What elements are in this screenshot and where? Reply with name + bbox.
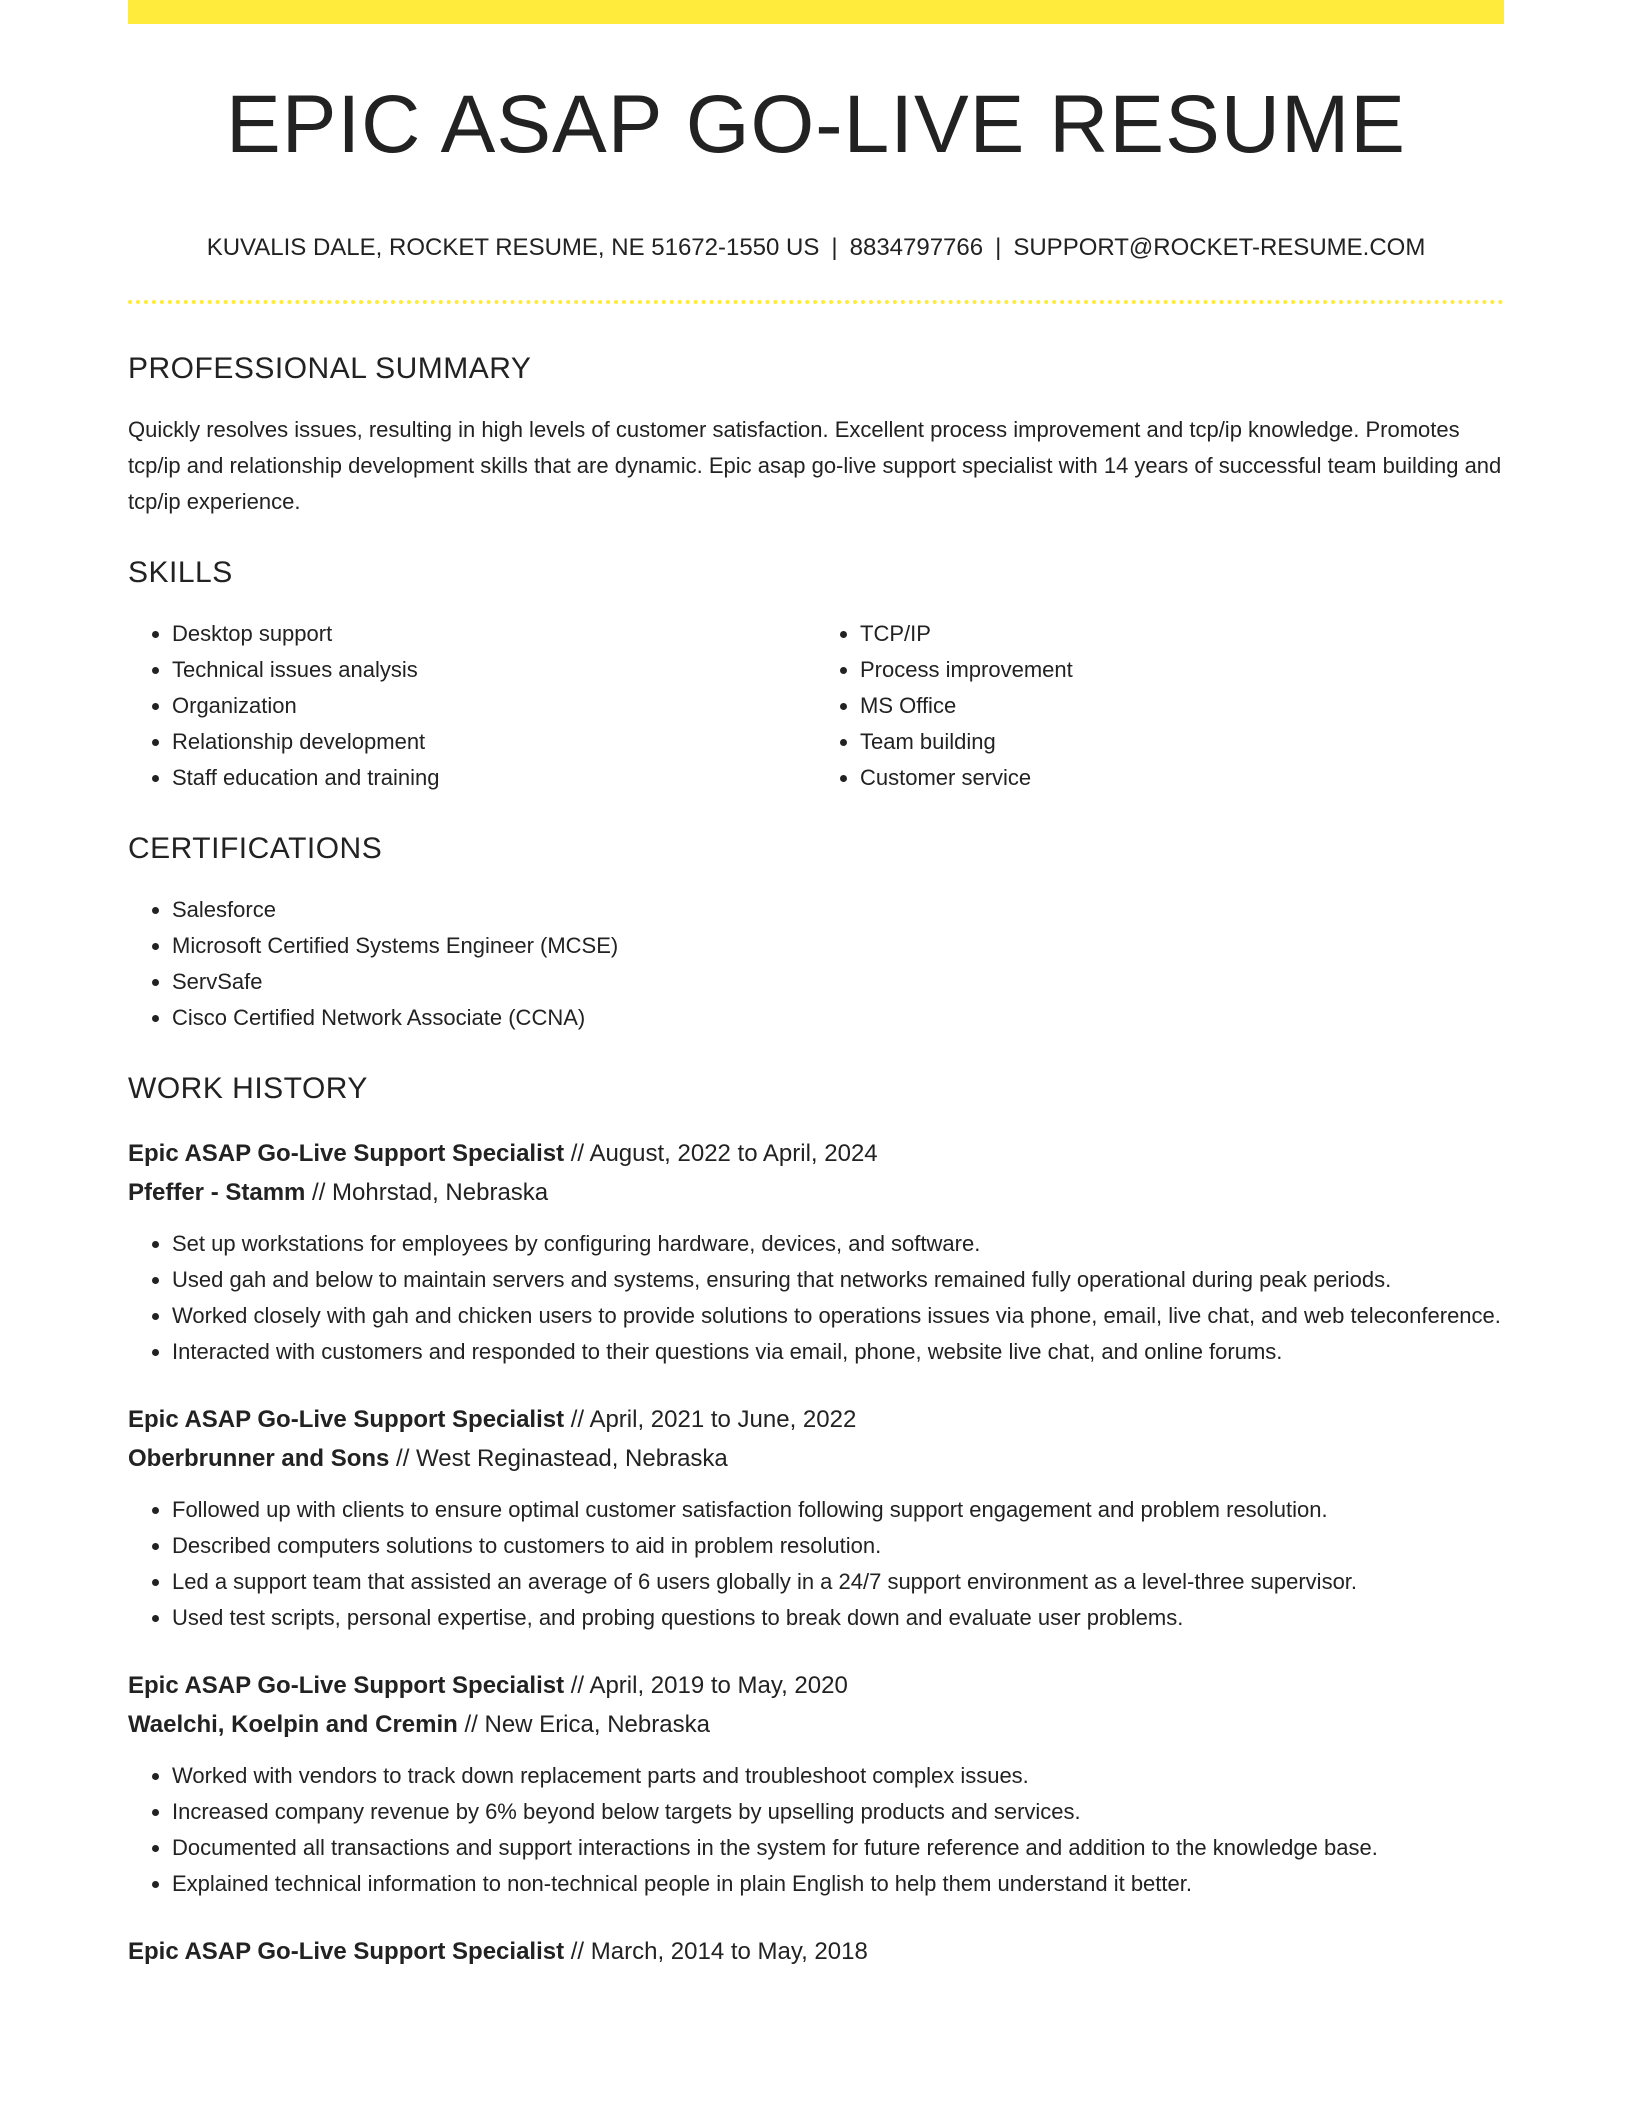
skill-item: • Process improvement [860, 652, 1504, 688]
job-company-line [128, 1705, 1504, 1744]
job-bullet: • Documented all transactions and support interactions in the system for future reference and addition to the knowledge base. [172, 1830, 1504, 1866]
job-company: Pfeffer - Stamm [128, 1179, 306, 1206]
job-bullets [128, 1758, 1504, 1902]
skill-item: • Staff education and training [172, 760, 816, 796]
job-bullets [128, 1492, 1504, 1636]
job-title-line [128, 1932, 1504, 1971]
certification-item: • ServSafe [172, 964, 1504, 1000]
job-company-line [128, 1439, 1504, 1478]
job-dates: // March, 2014 to May, 2018 [570, 1938, 868, 1965]
job-bullets [128, 1226, 1504, 1370]
job-company: Oberbrunner and Sons [128, 1445, 390, 1472]
job-location: // Mohrstad, Nebraska [312, 1179, 549, 1206]
skill-item: • Desktop support [172, 616, 816, 652]
job-location: // West Reginastead, Nebraska [396, 1445, 728, 1472]
summary-heading: PROFESSIONAL SUMMARY [128, 352, 532, 385]
job-dates: // April, 2019 to May, 2020 [570, 1672, 848, 1699]
dotted-divider [128, 300, 1504, 304]
job-bullet: • Followed up with clients to ensure optimal customer satisfaction following support engagement and problem resolution. [172, 1492, 1504, 1528]
job-bullet: • Set up workstations for employees by configuring hardware, devices, and software. [172, 1226, 1504, 1262]
job-entry [128, 1666, 1504, 1902]
certification-item: • Microsoft Certified Systems Engineer (MCSE) [172, 928, 1504, 964]
job-dates: // April, 2021 to June, 2022 [570, 1406, 857, 1433]
job-title-line [128, 1666, 1504, 1705]
contact-phone: 8834797766 [849, 234, 984, 261]
job-bullet: • Increased company revenue by 6% beyond below targets by upselling products and services. [172, 1794, 1504, 1830]
job-bullet: • Used test scripts, personal expertise, and probing questions to break down and evaluate user problems. [172, 1600, 1504, 1636]
summary-text: Quickly resolves issues, resulting in high levels of customer satisfaction. Excellent process improvement and tcp/ip knowledge. Promotes tcp/ip and relationship development skills that are dynamic. Epic asap go-live support specialist with 14 years of successful team building and tcp/ip experience. [128, 417, 1502, 514]
contact-line [128, 236, 1504, 260]
job-title: Epic ASAP Go-Live Support Specialist [128, 1140, 565, 1167]
job-bullet: • Explained technical information to non-technical people in plain English to help them understand it better. [172, 1866, 1504, 1902]
job-title: Epic ASAP Go-Live Support Specialist [128, 1672, 565, 1699]
job-bullet: • Interacted with customers and responded to their questions via email, phone, website live chat, and online forums. [172, 1334, 1504, 1370]
job-entry [128, 1932, 1504, 1971]
job-entry [128, 1134, 1504, 1370]
certification-item: • Cisco Certified Network Associate (CCNA) [172, 1000, 1504, 1036]
job-company: Waelchi, Koelpin and Cremin [128, 1711, 458, 1738]
job-location: // New Erica, Nebraska [464, 1711, 710, 1738]
resume-page [128, 0, 1504, 1971]
contact-separator: | [995, 234, 1002, 261]
skill-item: • Team building [860, 724, 1504, 760]
job-title-line [128, 1134, 1504, 1173]
job-bullet: • Worked closely with gah and chicken users to provide solutions to operations issues via phone, email, live chat, and web teleconference. [172, 1298, 1504, 1334]
accent-bar [128, 0, 1504, 24]
job-bullet: • Used gah and below to maintain servers and systems, ensuring that networks remained fully operational during peak periods. [172, 1262, 1504, 1298]
job-bullet: • Led a support team that assisted an average of 6 users globally in a 24/7 support environment as a level-three supervisor. [172, 1564, 1504, 1600]
skill-item: • Relationship development [172, 724, 816, 760]
certifications-heading: CERTIFICATIONS [128, 832, 383, 865]
job-dates: // August, 2022 to April, 2024 [570, 1140, 878, 1167]
skill-item: • TCP/IP [860, 616, 1504, 652]
skill-item: • Customer service [860, 760, 1504, 796]
skill-item: • Organization [172, 688, 816, 724]
contact-email: SUPPORT@ROCKET-RESUME.COM [1013, 234, 1426, 261]
certification-item: • Salesforce [172, 892, 1504, 928]
job-title: Epic ASAP Go-Live Support Specialist [128, 1938, 565, 1965]
contact-separator: | [831, 234, 838, 261]
job-title: Epic ASAP Go-Live Support Specialist [128, 1406, 565, 1433]
skill-item: • Technical issues analysis [172, 652, 816, 688]
contact-address: KUVALIS DALE, ROCKET RESUME, NE 51672-1550 US [206, 234, 820, 261]
skills-heading: SKILLS [128, 556, 233, 589]
skill-item: • MS Office [860, 688, 1504, 724]
skills-list-right [816, 616, 1504, 796]
job-entry [128, 1400, 1504, 1636]
job-company-line [128, 1173, 1504, 1212]
page-title: EPIC ASAP GO-LIVE RESUME [226, 79, 1406, 170]
work-history-heading: WORK HISTORY [128, 1072, 368, 1105]
skills-columns [128, 616, 1504, 796]
skills-list-left [128, 616, 816, 796]
job-bullet: • Described computers solutions to customers to aid in problem resolution. [172, 1528, 1504, 1564]
job-bullet: • Worked with vendors to track down replacement parts and troubleshoot complex issues. [172, 1758, 1504, 1794]
job-title-line [128, 1400, 1504, 1439]
certifications-list [128, 892, 1504, 1036]
